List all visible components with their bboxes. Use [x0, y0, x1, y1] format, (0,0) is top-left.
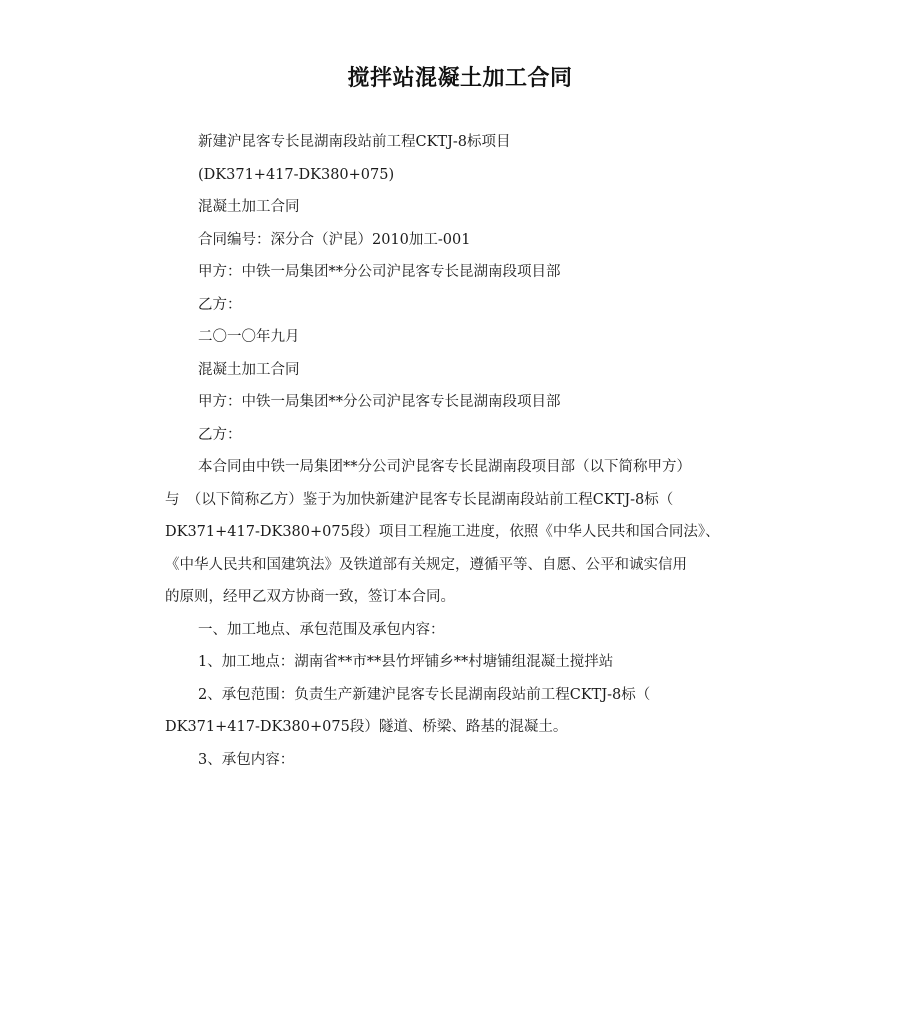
cover-line-party-b: 乙方：	[198, 296, 242, 313]
cover-line-contract-name: 混凝土加工合同	[198, 199, 300, 215]
item-2-line: DK371+417-DK380+075段）隧道、桥梁、路基的混凝土。	[165, 719, 568, 735]
cover-line-project: 新建沪昆客专长昆湖南段站前工程CKTJ-8标项目	[198, 134, 511, 150]
item-3-content: 3、承包内容：	[198, 751, 295, 768]
intro-line: 的原则，经甲乙双方协商一致，签订本合同。	[165, 589, 455, 605]
cover-line-contract-number: 合同编号：深分合（沪昆）2010加工-001	[198, 231, 471, 248]
document-title: 搅拌站混凝土加工合同	[347, 66, 573, 91]
item-2-line: 2、承包范围：负责生产新建沪昆客专长昆湖南段站前工程CKTJ-8标（	[198, 686, 651, 703]
body-line-party-b: 乙方：	[198, 426, 242, 443]
intro-line: 《中华人民共和国建筑法》及铁道部有关规定，遵循平等、自愿、公平和诚实信用	[165, 556, 687, 573]
body-line-contract-name: 混凝土加工合同	[198, 361, 300, 378]
cover-line-mileage: (DK371+417-DK380+075)	[198, 166, 395, 183]
intro-line: 与 （以下简称乙方）鉴于为加快新建沪昆客专长昆湖南段站前工程CKTJ-8标（	[165, 491, 674, 508]
intro-paragraph	[165, 451, 760, 614]
item-1-location: 1、加工地点：湖南省**市**县竹坪铺乡**村塘铺组混凝土搅拌站	[198, 654, 614, 670]
intro-line: DK371+417-DK380+075段）项目工程施工进度，依照《中华人民共和国合同法》、	[165, 524, 720, 540]
cover-line-date: 二〇一〇年九月	[198, 329, 300, 345]
section-1-heading: 一、加工地点、承包范围及承包内容：	[198, 621, 445, 638]
intro-line: 本合同由中铁一局集团**分公司沪昆客专长昆湖南段项目部（以下简称甲方）	[198, 459, 691, 475]
document-body	[165, 126, 760, 776]
item-2-scope	[165, 679, 760, 744]
body-line-party-a: 甲方：中铁一局集团**分公司沪昆客专长昆湖南段项目部	[198, 394, 561, 410]
cover-line-party-a: 甲方：中铁一局集团**分公司沪昆客专长昆湖南段项目部	[198, 264, 561, 280]
